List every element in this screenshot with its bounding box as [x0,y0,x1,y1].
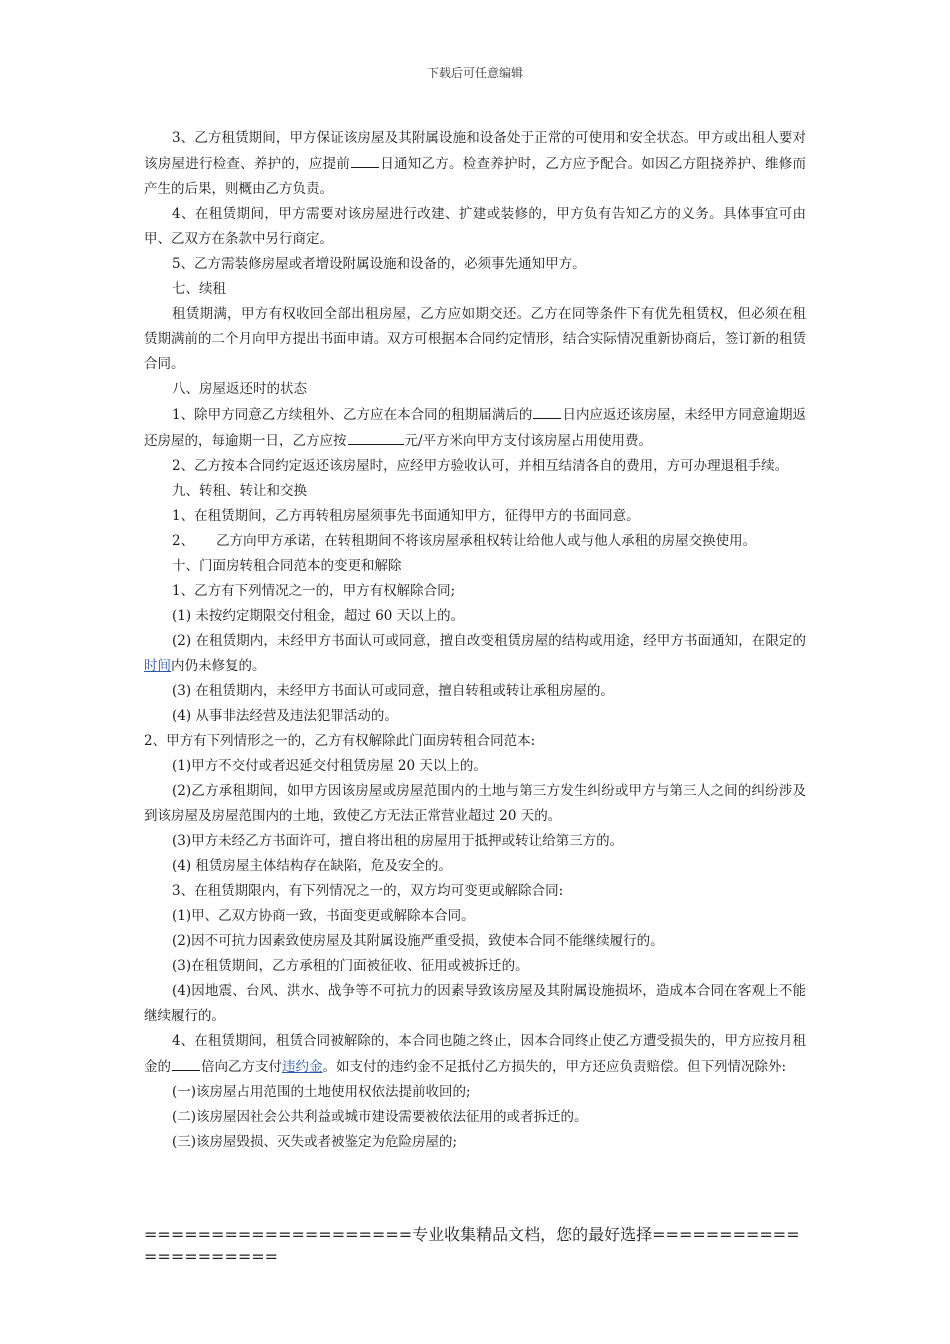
paragraph-8-1 [144,402,806,454]
clause-10-1-2 [144,629,806,679]
fill-blank[interactable] [348,428,404,445]
text: 元/平方米向甲方支付该房屋占用使用费。 [404,433,653,449]
section-title-8: 八、房屋返还时的状态 [172,381,307,397]
fill-blank[interactable] [351,151,379,168]
clause-10-1-4: (4) 从事非法经营及违法犯罪活动的。 [172,708,398,724]
text: 1、除甲方同意乙方续租外、乙方应在本合同的租期届满后的 [172,407,533,423]
clause-10-2-1: (1)甲方不交付或者迟延交付租赁房屋 20 天以上的。 [172,758,487,774]
paragraph-6-4: 4、在租赁期间，甲方需要对该房屋进行改建、扩建或装修的，甲方负有告知乙方的义务。具体事宜可由甲、乙双方在条款中另行商定。 [144,206,806,247]
section-title-9: 九、转租、转让和交换 [172,483,307,499]
link-penalty[interactable]: 违约金 [282,1059,323,1075]
clause-10-3-4: (4)因地震、台风、洪水、战争等不可抗力的因素导致该房屋及其附属设施损坏，造成本合同在客观上不能继续履行的。 [144,983,806,1024]
paragraph-9-2 [144,529,806,554]
paragraph-10-2: 2、甲方有下列情形之一的，乙方有权解除此门面房转租合同范本: [144,733,536,749]
paragraph-10-3: 3、在租赁期限内，有下列情况之一的，双方均可变更或解除合同: [172,883,564,899]
text: 日内应返还该房屋，未经甲方同意逾期返还房屋的，每逾期一日，乙方应按 [144,407,806,449]
text: 内仍未修复的。 [171,658,266,674]
clause-10-3-2: (2)因不可抗力因素致使房屋及其附属设施严重受损，致使本合同不能继续履行的。 [172,933,664,949]
clause-10-1-3: (3) 在租赁期内，未经甲方书面认可或同意，擅自转租或转让承租房屋的。 [172,683,614,699]
page-header: 下载后可任意编辑 [426,66,523,80]
page-footer: ====================专业收集精品文档，您的最好选择===================== [144,1225,800,1266]
clause-10-2-2: (2)乙方承租期间，如甲方因该房屋或房屋范围内的土地与第三方发生纠纷或甲方与第三人之间的纠纷涉及到该房屋及房屋范围内的土地，致使乙方无法正常营业超过 20 天的。 [144,783,806,824]
text: 倍向乙方支付 [201,1059,282,1075]
clause-10-2-4: (4) 租赁房屋主体结构存在缺陷，危及安全的。 [172,858,452,874]
exception-2: (二)该房屋因社会公共利益或城市建设需要被依法征用的或者拆迁的。 [172,1109,588,1125]
paragraph-7: 租赁期满，甲方有权收回全部出租房屋，乙方应如期交还。乙方在同等条件下有优先租赁权，但必须在租赁期满前的二个月向甲方提出书面申请。双方可根据本合同约定情形，结合实际情况重新协商后，签订新的租赁合同。 [144,306,806,372]
paragraph-9-1: 1、在租赁期间，乙方再转租房屋须事先书面通知甲方，征得甲方的书面同意。 [172,508,640,524]
text: 。如支付的违约金不足抵付乙方损失的，甲方还应负责赔偿。但下列情况除外: [322,1059,787,1075]
paragraph-6-3 [144,126,806,202]
exception-1: (一)该房屋占用范围的土地使用权依法提前收回的; [172,1084,471,1100]
clause-10-2-3: (3)甲方未经乙方书面许可，擅自将出租的房屋用于抵押或转让给第三方的。 [172,833,624,849]
text: 4、在租赁期间，租赁合同被解除的，本合同也随之终止，因本合同终止使乙方遭受损失的，甲方应按月租金的 [144,1033,806,1075]
link-time[interactable]: 时间 [144,658,171,674]
text: 3、乙方租赁期间，甲方保证该房屋及其附属设施和设备处于正常的可使用和安全状态。甲方或出租人要对该房屋进行检查、养护的，应提前 [144,130,806,172]
paragraph-8-2: 2、乙方按本合同约定返还该房屋时，应经甲方验收认可，并相互结清各自的费用，方可办理退租手续。 [172,458,789,474]
document-body [144,126,806,1155]
paragraph-6-5: 5、乙方需装修房屋或者增设附属设施和设备的，必须事先通知甲方。 [172,256,586,272]
section-title-10: 十、门面房转租合同范本的变更和解除 [172,558,402,574]
text: 乙方向甲方承诺，在转租期间不将该房屋承租权转让给他人或与他人承租的房屋交换使用。 [216,533,757,549]
clause-10-3-3: (3)在租赁期间，乙方承租的门面被征收、征用或被拆迁的。 [172,958,529,974]
paragraph-10-1: 1、乙方有下列情况之一的，甲方有权解除合同; [172,583,456,599]
item-number: 2、 [172,533,195,549]
paragraph-10-4 [144,1029,806,1080]
text: 日通知乙方。检查养护时，乙方应予配合。如因乙方阻挠养护、维修而产生的后果，则概由乙方负责。 [144,156,807,197]
text: (2) 在租赁期内，未经甲方书面认可或同意，擅自改变租赁房屋的结构或用途，经甲方书面通知，在限定的 [172,633,806,649]
fill-blank[interactable] [533,402,561,419]
clause-10-3-1: (1)甲、乙双方协商一致，书面变更或解除本合同。 [172,908,475,924]
clause-10-1-1: (1) 未按约定期限交付租金，超过 60 天以上的。 [172,608,465,624]
exception-3: (三)该房屋毁损、灭失或者被鉴定为危险房屋的; [172,1134,458,1150]
section-title-7: 七、续租 [172,281,226,297]
fill-blank[interactable] [172,1054,200,1071]
